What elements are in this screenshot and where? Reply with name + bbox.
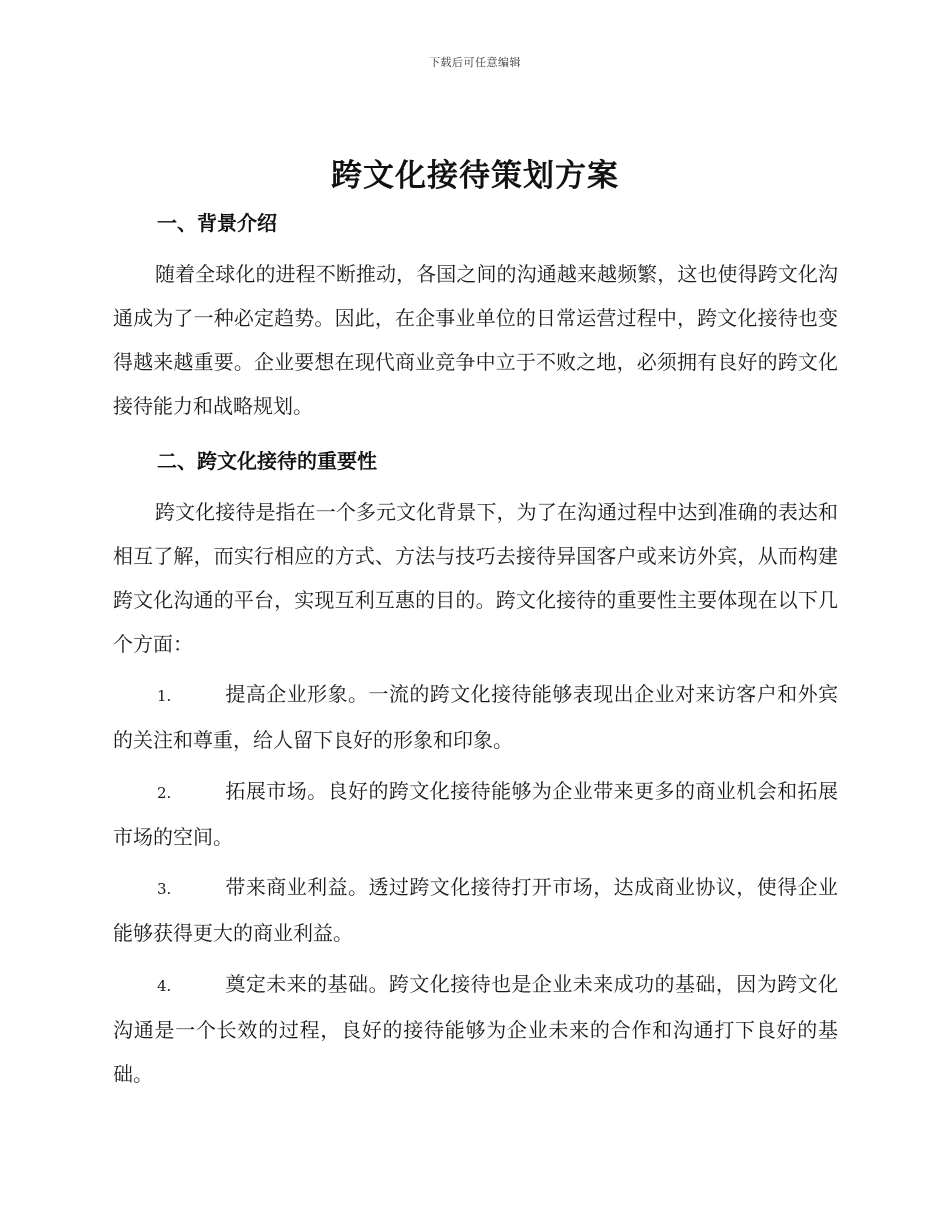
list-item bbox=[113, 962, 838, 1096]
list-item-number: 1. bbox=[157, 687, 172, 705]
list-item bbox=[113, 672, 838, 762]
list-item-number: 2. bbox=[157, 784, 172, 802]
section-heading-importance: 二、跨文化接待的重要性 bbox=[157, 449, 377, 473]
list-item-text: 拓展市场。良好的跨文化接待能够为企业带来更多的商业机会和拓展市场的空间。 bbox=[113, 779, 838, 849]
list-item-number: 4. bbox=[157, 977, 172, 995]
list-item-text: 提高企业形象。一流的跨文化接待能够表现出企业对来访客户和外宾的关注和尊重，给人留下良好的形象和印象。 bbox=[113, 682, 838, 752]
list-item bbox=[113, 865, 838, 955]
section-heading-background: 一、背景介绍 bbox=[157, 211, 277, 235]
list-item-number: 3. bbox=[157, 880, 172, 898]
header-note: 下载后可任意编辑 bbox=[429, 56, 521, 69]
document-title: 跨文化接待策划方案 bbox=[331, 158, 619, 194]
list-item-text: 带来商业利益。透过跨文化接待打开市场，达成商业协议，使得企业能够获得更大的商业利益。 bbox=[113, 875, 838, 945]
paragraph-importance: 跨文化接待是指在一个多元文化背景下，为了在沟通过程中达到准确的表达和相互了解，而实行相应的方式、方法与技巧去接待异国客户或来访外宾，从而构建跨文化沟通的平台，实现互利互惠的目的。跨文化接待的重要性主要体现在以下几个方面： bbox=[113, 500, 838, 656]
list-item-text: 奠定未来的基础。跨文化接待也是企业未来成功的基础，因为跨文化沟通是一个长效的过程，良好的接待能够为企业未来的合作和沟通打下良好的基础。 bbox=[113, 972, 838, 1086]
paragraph-background: 随着全球化的进程不断推动，各国之间的沟通越来越频繁，这也使得跨文化沟通成为了一种必定趋势。因此，在企事业单位的日常运营过程中，跨文化接待也变得越来越重要。企业要想在现代商业竞争中立于不败之地，必须拥有良好的跨文化接待能力和战略规划。 bbox=[113, 262, 838, 418]
list-item bbox=[113, 769, 838, 859]
